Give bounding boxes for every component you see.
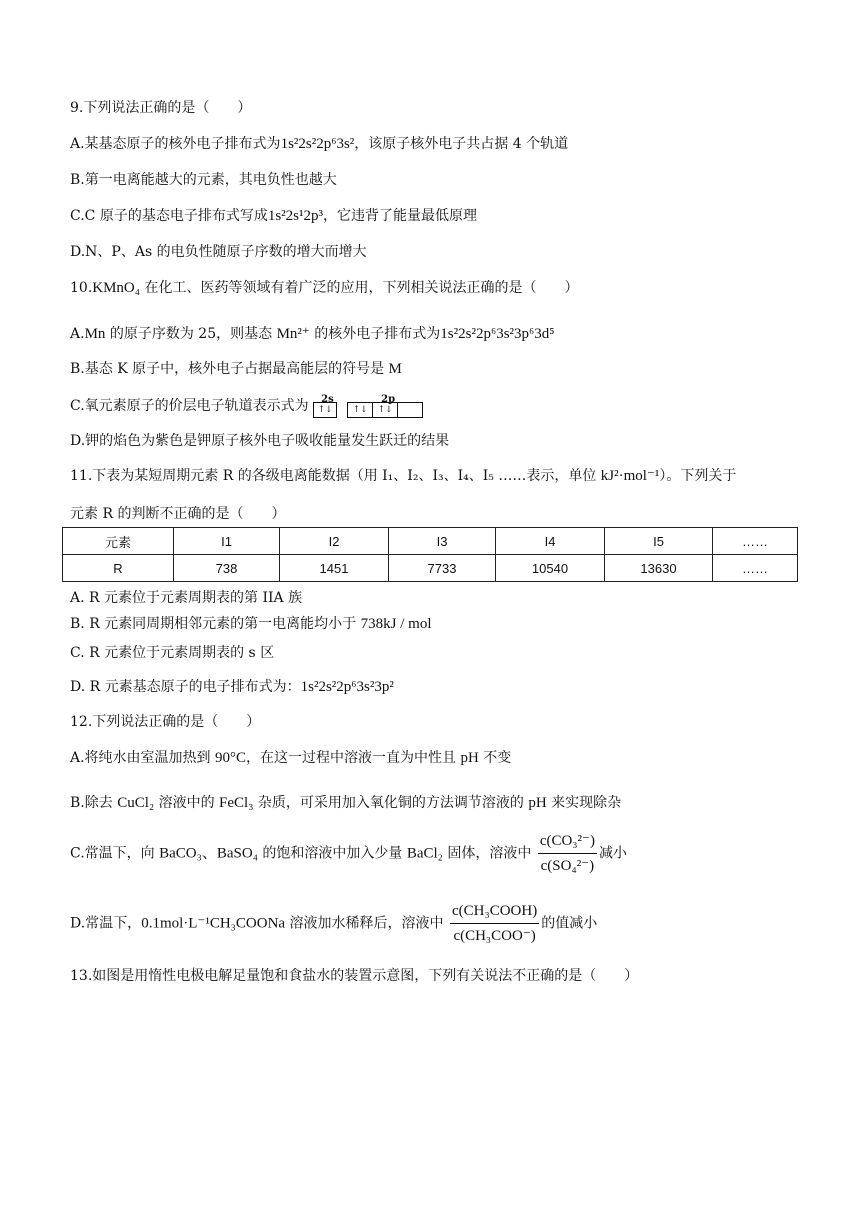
q9-option-d: D.N、P、As 的电负性随原子序数的增大而增大 <box>70 244 367 260</box>
q11-stem-line2: 元素 R 的判断不正确的是（ ） <box>70 506 286 522</box>
table-cell: R <box>63 555 174 582</box>
q9-stem: 9.下列说法正确的是（ ） <box>70 100 252 116</box>
table-row <box>63 555 798 582</box>
q10-option-c: C.氧元素原子的价层电子轨道表示式为 2s ↑↓ 2p ↑↓ ↑↓ <box>70 394 433 418</box>
q11-option-d: D. R 元素基态原子的电子排布式为：1s²2s²2p⁶3s²3p² <box>70 679 394 695</box>
table-header-cell: I4 <box>496 528 605 555</box>
table-cell: 1451 <box>280 555 389 582</box>
orbital-diagram <box>313 394 433 418</box>
q12-stem: 12.下列说法正确的是（ ） <box>70 714 261 730</box>
q12-option-c: C.常温下，向 BaCO₃、BaSO₄ 的饱和溶液中加入少量 BaCl₂ 固体，溶液中 $\frac{\text{c(CO₃²⁻)}}{\text{c(SO₄²⁻)}}$ 减小 <box>70 830 627 877</box>
q10-option-b: B.基态 K 原子中，核外电子占据最高能层的符号是 M <box>70 361 402 377</box>
q11-option-c: C. R 元素位于元素周期表的 s 区 <box>70 645 275 661</box>
table-header-row <box>63 528 798 555</box>
table-cell: 7733 <box>389 555 496 582</box>
table-header-cell: I3 <box>389 528 496 555</box>
table-cell: 10540 <box>496 555 605 582</box>
q10-option-a: A.Mn 的原子序数为 25，则基态 Mn²⁺ 的核外电子排布式为1s²2s²2p⁶3s²3p⁶3d⁵ <box>70 326 555 342</box>
q12-option-b: B.除去 CuCl₂ 溶液中的 FeCl₃ 杂质，可采用加入氧化铜的方法调节溶液的 pH 来实现除杂 <box>70 795 622 811</box>
q9-option-a: A.某基态原子的核外电子排布式为1s²2s²2p⁶3s²，该原子核外电子共占据 4 个轨道 <box>70 136 569 152</box>
q13-stem: 13.如图是用惰性电极电解足量饱和食盐水的装置示意图，下列有关说法不正确的是（ ） <box>70 968 639 984</box>
table-header-cell: 元素 <box>63 528 174 555</box>
q9-option-b: B.第一电离能越大的元素，其电负性也越大 <box>70 172 337 188</box>
orbital-2p-box-1: ↑↓ <box>347 402 373 418</box>
table-cell: 13630 <box>605 555 713 582</box>
fraction-co3-so4: $\frac{\text{c(CO₃²⁻)}}{\text{c(SO₄²⁻)}}$ <box>538 830 597 877</box>
q10-stem: 10.KMnO₄ 在化工、医药等领域有着广泛的应用，下列相关说法正确的是（ ） <box>70 280 579 296</box>
table-cell: 738 <box>174 555 280 582</box>
orbital-2p-label: 2p <box>381 394 396 405</box>
orbital-2p-box-3 <box>397 402 423 418</box>
ionization-energy-table <box>62 527 798 582</box>
q11-stem-line1: 11.下表为某短周期元素 R 的各级电离能数据（用 I₁、I₂、I₃、I₄、I₅ ……表示，单位 kJ²·mol⁻¹）。下列关于 <box>70 468 737 484</box>
q11-option-a: A. R 元素位于元素周期表的第 IIA 族 <box>70 590 303 606</box>
table-header-cell: I5 <box>605 528 713 555</box>
orbital-2p-box-2: ↑↓ <box>372 402 398 418</box>
fraction-acetic: $\frac{\text{c(CH₃COOH)}}{\text{c(CH₃COO⁻)}}$ <box>450 900 539 947</box>
q9-option-c: C.C 原子的基态电子排布式写成1s²2s¹2p³，它违背了能量最低原理 <box>70 208 477 224</box>
table-header-cell: I1 <box>174 528 280 555</box>
table-header-cell: …… <box>713 528 798 555</box>
q12-option-d: D.常温下，0.1mol·L⁻¹CH₃COONa 溶液加水稀释后，溶液中 $\frac{\text{c(CH₃COOH)}}{\text{c(CH₃COO⁻)}}$ 的值减小 <box>70 900 597 947</box>
q10-option-d: D.钾的焰色为紫色是钾原子核外电子吸收能量发生跃迁的结果 <box>70 433 450 449</box>
orbital-2s-label: 2s <box>321 394 334 405</box>
q11-option-b: B. R 元素同周期相邻元素的第一电离能均小于 738kJ / mol <box>70 616 432 632</box>
table-header-cell: I2 <box>280 528 389 555</box>
orbital-2s-box: ↑↓ <box>313 402 337 418</box>
q12-option-a: A.将纯水由室温加热到 90°C，在这一过程中溶液一直为中性且 pH 不变 <box>70 750 512 766</box>
table-cell: …… <box>713 555 798 582</box>
